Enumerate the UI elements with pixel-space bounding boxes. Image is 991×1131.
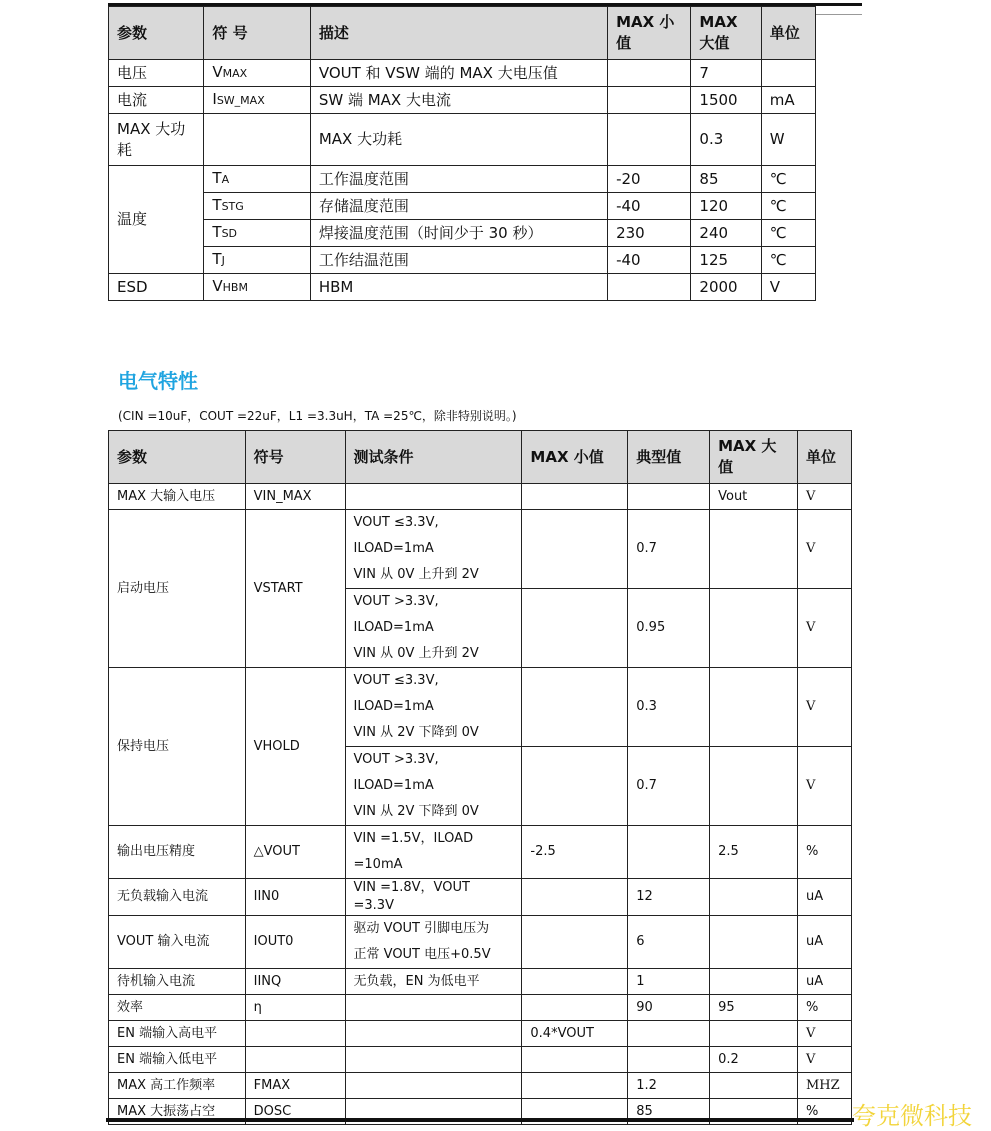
- condition-cell: [345, 484, 522, 510]
- elec-header-condition: 测试条件: [345, 431, 522, 484]
- elec-header-row: [109, 431, 852, 484]
- min-cell: [522, 1073, 628, 1099]
- min-cell: [522, 879, 628, 916]
- symbol-cell: η: [245, 995, 345, 1021]
- table-row: [109, 484, 852, 510]
- abs-header-row: [109, 7, 816, 60]
- unit-cell: V: [797, 484, 851, 510]
- condition-cell: [345, 1073, 522, 1099]
- unit-cell: W: [761, 114, 815, 166]
- unit-cell: uA: [797, 969, 851, 995]
- param-cell: EN 端输入高电平: [109, 1021, 246, 1047]
- absolute-max-table: [108, 6, 816, 301]
- unit-cell: V: [797, 589, 851, 668]
- symbol-cell: IOUT0: [245, 916, 345, 969]
- electrical-characteristics-table: [108, 430, 852, 1125]
- max-cell: 120: [691, 193, 761, 220]
- typ-cell: 6: [628, 916, 710, 969]
- max-cell: 125: [691, 247, 761, 274]
- unit-cell: uA: [797, 916, 851, 969]
- min-cell: [522, 1047, 628, 1073]
- unit-cell: ℃: [761, 193, 815, 220]
- unit-cell: ℃: [761, 247, 815, 274]
- param-cell: MAX 大振荡占空: [109, 1099, 246, 1125]
- typ-cell: 85: [628, 1099, 710, 1125]
- unit-cell: V: [797, 1021, 851, 1047]
- desc-cell: 焊接温度范围（时间少于 30 秒）: [310, 220, 607, 247]
- table-row: [109, 969, 852, 995]
- max-cell: 2000: [691, 274, 761, 301]
- min-cell: [522, 589, 628, 668]
- symbol-cell: [245, 1021, 345, 1047]
- unit-cell: uA: [797, 879, 851, 916]
- section-title: 电气特性: [118, 369, 198, 393]
- abs-header-unit: 单位: [761, 7, 815, 60]
- table-row: [109, 247, 816, 274]
- desc-cell: SW 端 MAX 大电流: [310, 87, 607, 114]
- param-cell: ESD: [109, 274, 204, 301]
- typ-cell: 90: [628, 995, 710, 1021]
- max-cell: [710, 668, 798, 747]
- symbol-cell: FMAX: [245, 1073, 345, 1099]
- condition-cell: VOUT ≤3.3V, ILOAD=1mA VIN 从 2V 下降到 0V: [345, 668, 522, 747]
- typ-cell: 0.3: [628, 668, 710, 747]
- elec-header-typ: 典型值: [628, 431, 710, 484]
- unit-cell: V: [797, 668, 851, 747]
- max-cell: 240: [691, 220, 761, 247]
- table-row: [109, 995, 852, 1021]
- symbol-cell: TJ: [204, 247, 310, 274]
- min-cell: [608, 60, 691, 87]
- max-cell: [710, 1021, 798, 1047]
- max-cell: 0.3: [691, 114, 761, 166]
- typ-cell: 0.95: [628, 589, 710, 668]
- condition-cell: VIN =1.5V，ILOAD =10mA: [345, 826, 522, 879]
- unit-cell: %: [797, 1099, 851, 1125]
- param-cell: 输出电压精度: [109, 826, 246, 879]
- typ-cell: [628, 484, 710, 510]
- table-row: [109, 668, 852, 747]
- typ-cell: 1: [628, 969, 710, 995]
- param-cell: MAX 大输入电压: [109, 484, 246, 510]
- unit-cell: V: [797, 1047, 851, 1073]
- table-row: [109, 1073, 852, 1099]
- condition-cell: 驱动 VOUT 引脚电压为 正常 VOUT 电压+0.5V: [345, 916, 522, 969]
- typ-cell: [628, 826, 710, 879]
- min-cell: [522, 484, 628, 510]
- max-cell: 7: [691, 60, 761, 87]
- desc-cell: 工作结温范围: [310, 247, 607, 274]
- min-cell: [522, 510, 628, 589]
- desc-cell: VOUT 和 VSW 端的 MAX 大电压值: [310, 60, 607, 87]
- min-cell: [522, 668, 628, 747]
- table-row: [109, 879, 852, 916]
- condition-cell: [345, 995, 522, 1021]
- condition-cell: VOUT ≤3.3V, ILOAD=1mA VIN 从 0V 上升到 2V: [345, 510, 522, 589]
- symbol-cell: IINQ: [245, 969, 345, 995]
- symbol-cell: TA: [204, 166, 310, 193]
- symbol-cell: ISW_MAX: [204, 87, 310, 114]
- elec-header-max: MAX 大值: [710, 431, 798, 484]
- symbol-cell: IIN0: [245, 879, 345, 916]
- max-cell: [710, 879, 798, 916]
- table-row: [109, 916, 852, 969]
- typ-cell: 0.7: [628, 747, 710, 826]
- table-row: [109, 60, 816, 87]
- table-row: [109, 87, 816, 114]
- table-row: [109, 220, 816, 247]
- min-cell: [522, 747, 628, 826]
- condition-cell: [345, 1047, 522, 1073]
- symbol-cell: VMAX: [204, 60, 310, 87]
- max-cell: [710, 1073, 798, 1099]
- max-cell: 0.2: [710, 1047, 798, 1073]
- param-cell: 温度: [109, 166, 204, 274]
- typ-cell: [628, 1021, 710, 1047]
- bottom-rule: [106, 1118, 854, 1122]
- abs-header-max: MAX 大值: [691, 7, 761, 60]
- symbol-cell: TSTG: [204, 193, 310, 220]
- top-rule-tail: [816, 14, 862, 15]
- condition-cell: VIN =1.8V，VOUT =3.3V: [345, 879, 522, 916]
- param-cell: EN 端输入低电平: [109, 1047, 246, 1073]
- desc-cell: MAX 大功耗: [310, 114, 607, 166]
- min-cell: [522, 916, 628, 969]
- param-cell: 启动电压: [109, 510, 246, 668]
- unit-cell: V: [797, 747, 851, 826]
- test-conditions-note: (CIN =10uF，COUT =22uF，L1 =3.3uH，TA =25℃，除非特别说明。): [118, 409, 517, 423]
- unit-cell: ℃: [761, 220, 815, 247]
- symbol-cell: △VOUT: [245, 826, 345, 879]
- symbol-cell: VIN_MAX: [245, 484, 345, 510]
- min-cell: [608, 87, 691, 114]
- max-cell: [710, 747, 798, 826]
- unit-cell: %: [797, 826, 851, 879]
- abs-header-symbol: 符 号: [204, 7, 310, 60]
- min-cell: [522, 995, 628, 1021]
- table-row: [109, 274, 816, 301]
- symbol-cell: [204, 114, 310, 166]
- symbol-cell: VHOLD: [245, 668, 345, 826]
- table-row: [109, 826, 852, 879]
- param-cell: VOUT 输入电流: [109, 916, 246, 969]
- min-cell: [608, 274, 691, 301]
- max-cell: [710, 916, 798, 969]
- symbol-cell: TSD: [204, 220, 310, 247]
- typ-cell: 1.2: [628, 1073, 710, 1099]
- typ-cell: 0.7: [628, 510, 710, 589]
- param-cell: 效率: [109, 995, 246, 1021]
- min-cell: -40: [608, 247, 691, 274]
- param-cell: 电压: [109, 60, 204, 87]
- desc-cell: HBM: [310, 274, 607, 301]
- min-cell: 230: [608, 220, 691, 247]
- desc-cell: 工作温度范围: [310, 166, 607, 193]
- condition-cell: 无负载，EN 为低电平: [345, 969, 522, 995]
- unit-cell: MHZ: [797, 1073, 851, 1099]
- max-cell: Vout: [710, 484, 798, 510]
- param-cell: 无负载输入电流: [109, 879, 246, 916]
- max-cell: 1500: [691, 87, 761, 114]
- min-cell: [522, 969, 628, 995]
- unit-cell: V: [797, 510, 851, 589]
- elec-header-param: 参数: [109, 431, 246, 484]
- max-cell: 85: [691, 166, 761, 193]
- symbol-cell: VSTART: [245, 510, 345, 668]
- param-cell: 保持电压: [109, 668, 246, 826]
- max-cell: [710, 969, 798, 995]
- min-cell: 0.4*VOUT: [522, 1021, 628, 1047]
- symbol-cell: VHBM: [204, 274, 310, 301]
- condition-cell: [345, 1021, 522, 1047]
- elec-header-min: MAX 小值: [522, 431, 628, 484]
- elec-header-symbol: 符号: [245, 431, 345, 484]
- condition-cell: VOUT >3.3V, ILOAD=1mA VIN 从 0V 上升到 2V: [345, 589, 522, 668]
- min-cell: [608, 114, 691, 166]
- max-cell: 2.5: [710, 826, 798, 879]
- table-row: [109, 1021, 852, 1047]
- symbol-cell: [245, 1047, 345, 1073]
- table-row: [109, 193, 816, 220]
- table-row: [109, 1047, 852, 1073]
- abs-header-desc: 描述: [310, 7, 607, 60]
- desc-cell: 存储温度范围: [310, 193, 607, 220]
- table-row: [109, 166, 816, 193]
- param-cell: MAX 高工作频率: [109, 1073, 246, 1099]
- min-cell: -40: [608, 193, 691, 220]
- min-cell: -2.5: [522, 826, 628, 879]
- unit-cell: %: [797, 995, 851, 1021]
- unit-cell: ℃: [761, 166, 815, 193]
- table-row: [109, 114, 816, 166]
- param-cell: 待机输入电流: [109, 969, 246, 995]
- condition-cell: VOUT >3.3V, ILOAD=1mA VIN 从 2V 下降到 0V: [345, 747, 522, 826]
- typ-cell: 12: [628, 879, 710, 916]
- typ-cell: [628, 1047, 710, 1073]
- param-cell: MAX 大功耗: [109, 114, 204, 166]
- min-cell: -20: [608, 166, 691, 193]
- abs-header-param: 参数: [109, 7, 204, 60]
- max-cell: [710, 589, 798, 668]
- param-cell: 电流: [109, 87, 204, 114]
- symbol-cell: DOSC: [245, 1099, 345, 1125]
- abs-header-min: MAX 小值: [608, 7, 691, 60]
- max-cell: [710, 510, 798, 589]
- max-cell: 95: [710, 995, 798, 1021]
- elec-header-unit: 单位: [797, 431, 851, 484]
- unit-cell: V: [761, 274, 815, 301]
- watermark-logo-text: 夸克微科技: [852, 1102, 972, 1130]
- unit-cell: [761, 60, 815, 87]
- unit-cell: mA: [761, 87, 815, 114]
- table-row: [109, 510, 852, 589]
